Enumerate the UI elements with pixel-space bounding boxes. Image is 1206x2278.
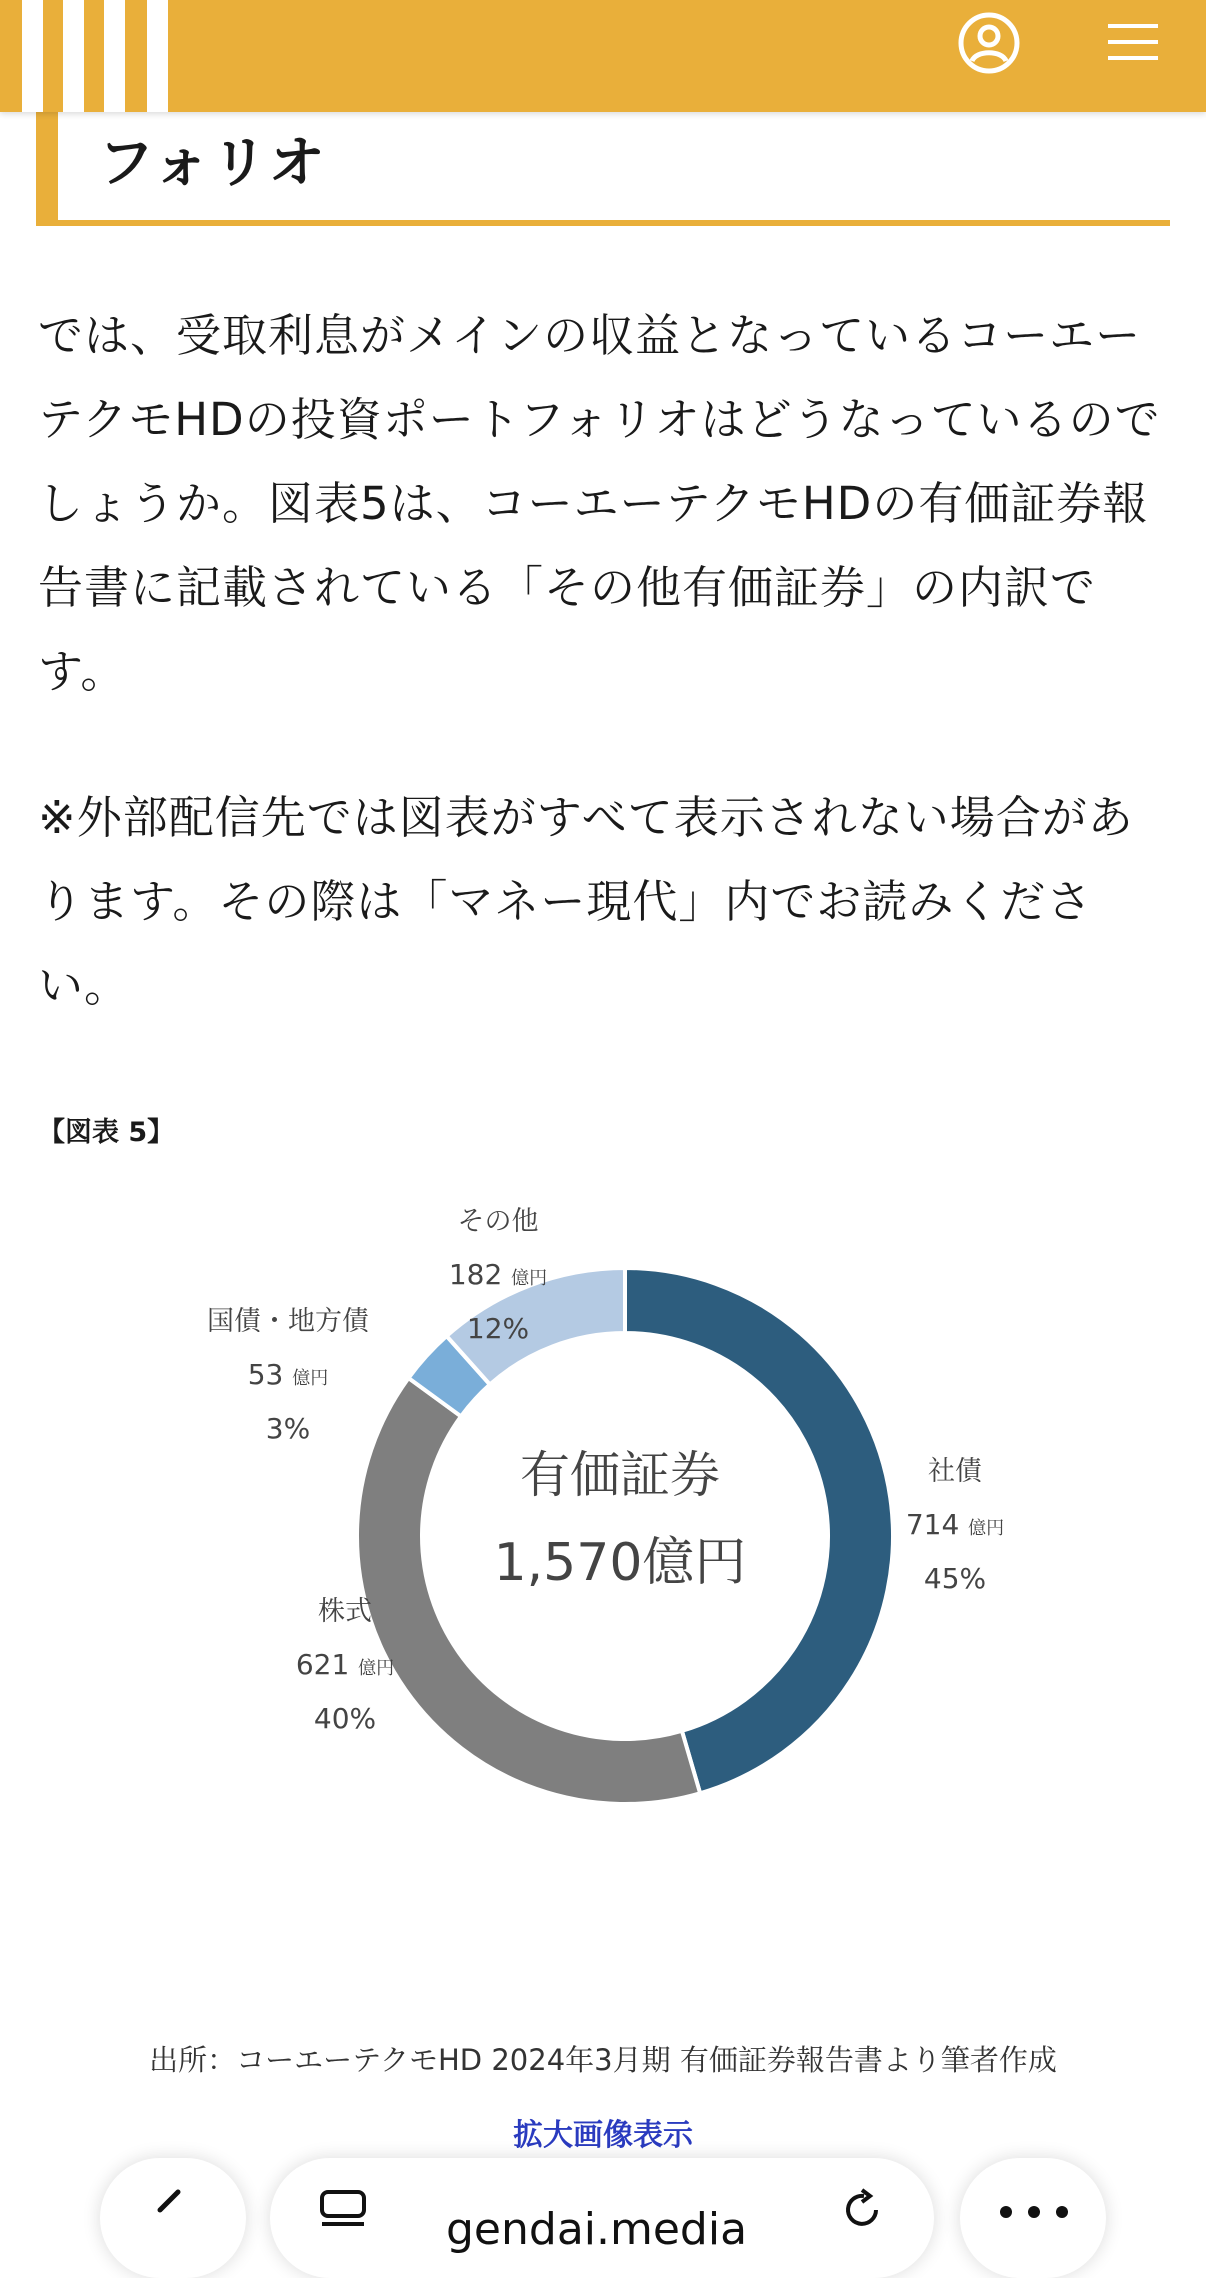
more-dots-icon [996,2204,1072,2220]
slice-label-value [906,1508,1004,1541]
address-bar[interactable] [270,2158,934,2278]
user-circle-icon [956,10,1022,76]
figure-label: 【図表 5】 [38,1117,175,1148]
slice-value-number: 53 [247,1358,293,1391]
browser-toolbar [0,2156,1206,2255]
slice-label-name: 国債・地方債 [207,1306,369,1337]
donut-slice-1 [625,1268,893,1793]
user-account-button[interactable] [956,10,1022,76]
chart-center-title: 有価証券 [520,1446,720,1504]
back-button[interactable] [100,2158,246,2278]
reload-icon[interactable] [840,2188,888,2232]
slice-label-value [296,1648,394,1681]
more-button[interactable] [960,2158,1106,2278]
slice-label-percent: 3% [265,1412,311,1445]
tabs-icon[interactable] [316,2188,370,2228]
slice-value-number: 182 [448,1258,512,1291]
site-header [0,0,1206,112]
url-text: gendai.media [446,2204,748,2255]
slice-value-unit: 億円 [511,1268,548,1289]
slice-label-percent: 12% [466,1312,530,1345]
figure-source: 出所：コーエーテクモHD 2024年3月期 有価証券報告書より筆者作成 [149,2043,1057,2077]
site-logo[interactable] [22,0,168,112]
slice-label-name: 社債 [928,1456,982,1487]
slice-label-value [449,1258,547,1291]
enlarge-image-link[interactable]: 拡大画像表示 [513,2118,693,2153]
section-heading [36,112,1170,226]
slice-label-name: 株式 [318,1596,372,1627]
slice-value-unit: 億円 [968,1518,1005,1539]
hamburger-menu-icon [1104,16,1162,68]
article-paragraph: では、受取利息がメインの収益となっているコーエーテクモHDの投資ポートフォリオはどうなっているのでしょうか。図表5は、コーエーテクモHDの有価証券報告書に記載されている「その他有価証券」の内訳です。 [38,309,1161,698]
slice-label-value [248,1358,329,1391]
slice-value-unit: 億円 [358,1658,395,1679]
slice-value-number: 714 [905,1508,969,1541]
slice-label-percent: 40% [313,1702,377,1735]
securities-donut-chart [0,1160,1206,1860]
chart-center-total: 1,570億円 [493,1533,747,1593]
section-heading-text: フォリオ [98,131,327,196]
slice-label-percent: 45% [923,1562,987,1595]
slice-value-unit: 億円 [292,1368,329,1389]
slice-label-name: その他 [457,1206,539,1237]
chevron-left-icon [148,2188,192,2232]
slice-value-number: 621 [295,1648,359,1681]
article-note: ※外部配信先では図表がすべて表示されない場合があります。その際は「マネー現代」内でお読みください。 [38,791,1134,1012]
menu-button[interactable] [1104,16,1162,68]
